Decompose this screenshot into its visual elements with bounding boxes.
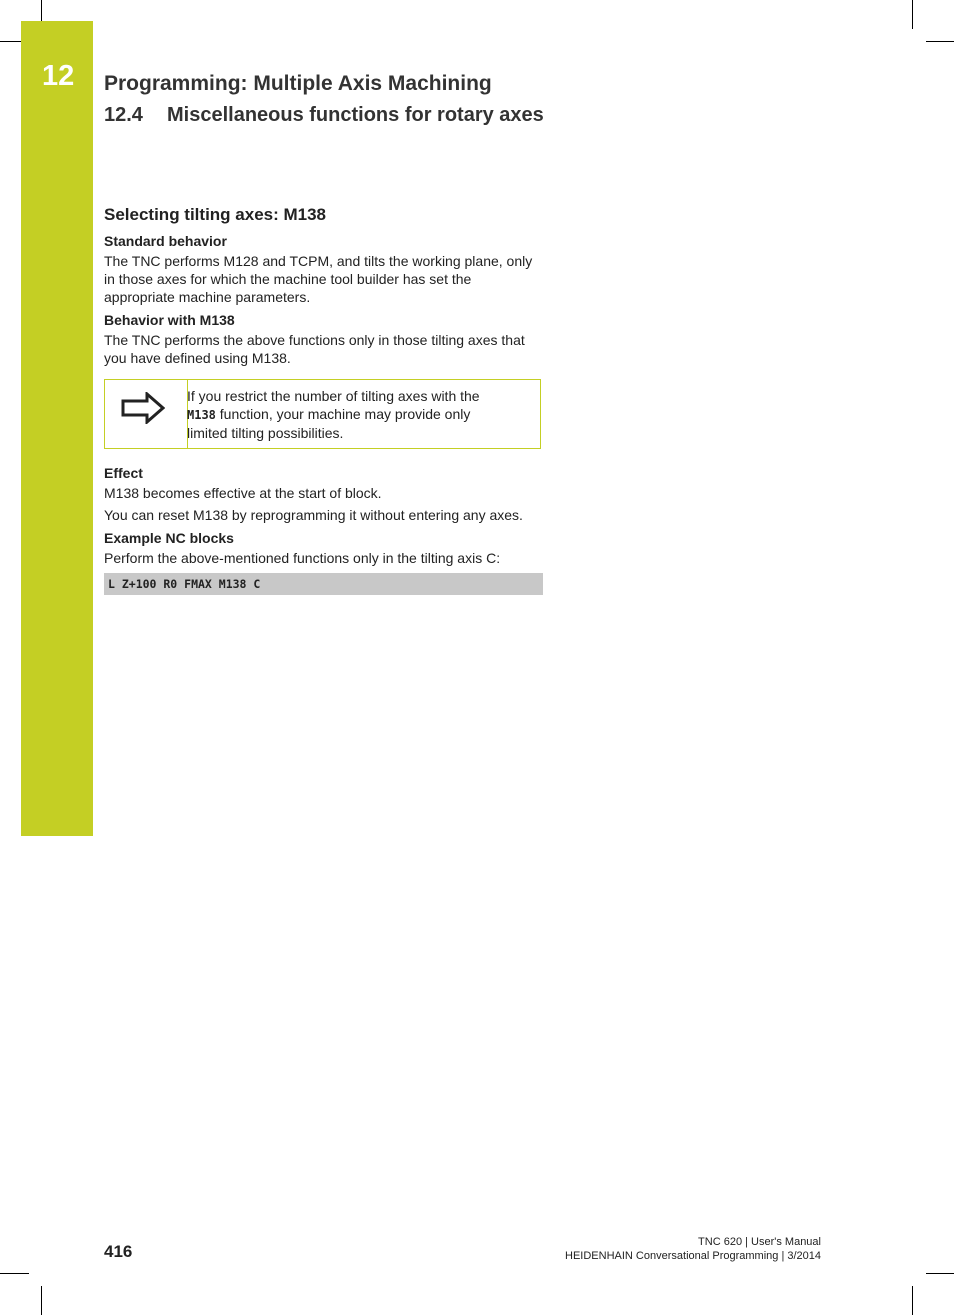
- crop-mark: [926, 41, 954, 42]
- behavior-m138-heading: Behavior with M138: [104, 312, 235, 328]
- effect-text: You can reset M138 by reprogramming it without entering any axes.: [104, 507, 523, 523]
- section-number: 12.4: [104, 104, 143, 126]
- example-heading: Example NC blocks: [104, 530, 234, 546]
- crop-mark: [41, 0, 42, 21]
- effect-heading: Effect: [104, 465, 143, 481]
- behavior-m138-text: The TNC performs the above functions only in those tilting axes that you have defined using M138.: [104, 332, 525, 366]
- footer-line: HEIDENHAIN Conversational Programming | 3/2014: [565, 1250, 821, 1262]
- note-keyword: M138: [187, 408, 216, 422]
- crop-mark: [0, 41, 21, 42]
- note-line: limited tilting possibilities.: [187, 425, 344, 441]
- chapter-number: 12: [42, 60, 75, 92]
- standard-behavior-text: The TNC performs M128 and TCPM, and tilts the working plane, only in those axes for which the machine tool builder has set the appropriate machine parameters.: [104, 253, 533, 305]
- footer-line: TNC 620 | User's Manual: [698, 1236, 821, 1248]
- chapter-tab: [21, 21, 93, 836]
- crop-mark: [912, 1286, 913, 1315]
- section-heading: [104, 104, 544, 127]
- standard-behavior-heading: Standard behavior: [104, 233, 227, 249]
- page-number: 416: [104, 1242, 133, 1261]
- note-line-rest: function, your machine may provide only: [215, 406, 471, 422]
- section-title: Miscellaneous functions for rotary axes: [167, 104, 544, 126]
- crop-mark: [912, 0, 913, 29]
- note-line: If you restrict the number of tilting axes with the: [187, 388, 480, 404]
- main-content: [104, 205, 544, 595]
- crop-mark: [0, 1273, 29, 1274]
- note-box: [104, 379, 541, 449]
- footer-info: [565, 1235, 821, 1263]
- arrow-right-icon: [121, 392, 165, 424]
- crop-mark: [926, 1273, 954, 1274]
- note-line: [187, 405, 480, 424]
- chapter-title: Programming: Multiple Axis Machining: [104, 72, 492, 95]
- note-text: [187, 387, 480, 442]
- page-title: Selecting tilting axes: M138: [104, 205, 327, 224]
- nc-code-block: L Z+100 R0 FMAX M138 C: [104, 573, 543, 595]
- effect-text: M138 becomes effective at the start of block.: [104, 485, 382, 501]
- crop-mark: [41, 1286, 42, 1315]
- example-text: Perform the above-mentioned functions only in the tilting axis C:: [104, 550, 501, 566]
